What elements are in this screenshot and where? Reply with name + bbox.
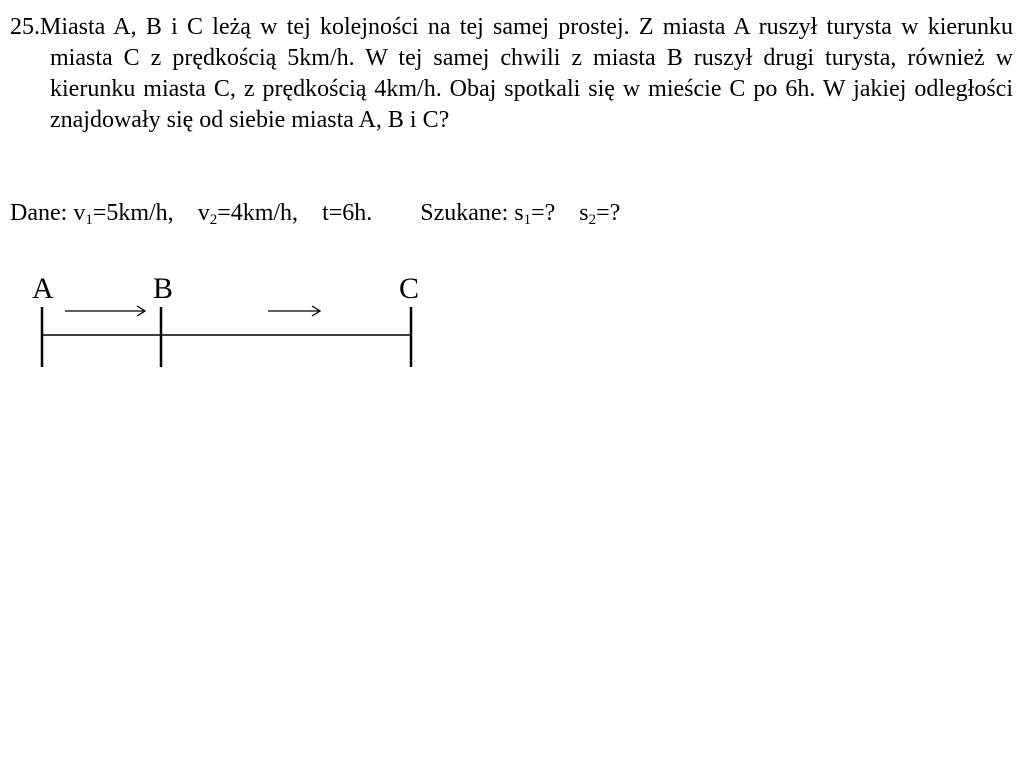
city-a-label: A	[32, 272, 54, 305]
v1-subscript: 1	[85, 212, 93, 228]
szukane-label: Szukane:	[420, 200, 515, 226]
v2-subscript: 2	[209, 212, 218, 228]
s1-symbol: s	[514, 200, 524, 226]
city-b-label: B	[153, 272, 174, 305]
v1-symbol: v	[73, 200, 86, 226]
v1-value: =5km/h,	[92, 200, 174, 226]
s2-symbol: s	[579, 200, 589, 226]
arrow-right-icon	[65, 306, 145, 316]
cities-line-diagram	[0, 260, 460, 380]
arrow-right-icon	[268, 306, 320, 316]
dane-label: Dane:	[10, 200, 74, 226]
v2-symbol: v	[197, 200, 210, 226]
city-c-label: C	[399, 272, 420, 305]
s2-subscript: 2	[588, 212, 597, 228]
s1-value: =?	[531, 200, 556, 226]
s2-value: =?	[596, 200, 621, 226]
problem-statement: 25.Miasta A, B i C leżą w tej kolejności na tej samej prostej. Z miasta A ruszył turysta w kierunku miasta C z prędkością 5km/h. W tej samej chwili z miasta B ruszył drugi turysta, również w kierunku miasta C, z prędkością 4km/h. Obaj spotkali się w mieście C po 6h. W jakiej odległości znajdowały się od siebie miasta A, B i C?	[10, 14, 1013, 133]
t-value: t=6h.	[322, 200, 373, 226]
v2-value: =4km/h,	[217, 200, 299, 226]
given-and-unknowns	[10, 198, 620, 229]
s1-subscript: 1	[523, 212, 532, 228]
